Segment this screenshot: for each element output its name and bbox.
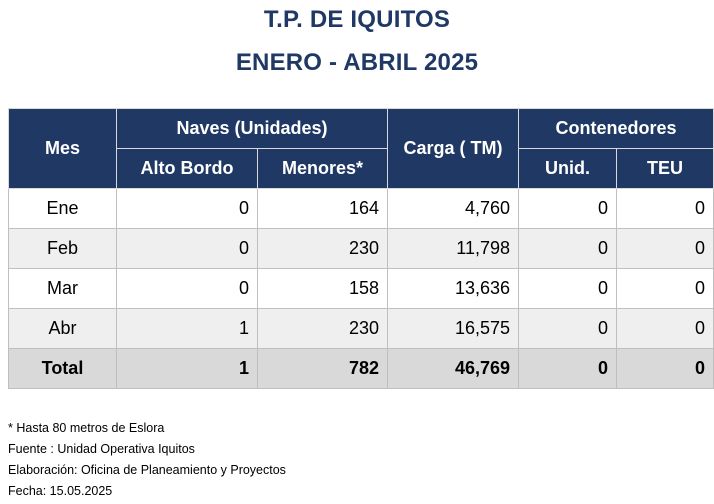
cell-unid: 0: [519, 229, 617, 269]
table-row: [9, 189, 714, 229]
cell-total-label: Total: [9, 349, 117, 389]
title-block: [0, 6, 714, 77]
cell-total-teu: 0: [617, 349, 714, 389]
cell-alto-bordo: 0: [117, 229, 258, 269]
table-row: [9, 309, 714, 349]
cell-menores: 230: [258, 229, 388, 269]
cell-unid: 0: [519, 309, 617, 349]
cell-mes: Abr: [9, 309, 117, 349]
header-unid: Unid.: [519, 149, 617, 189]
header-carga: Carga ( TM): [388, 109, 519, 189]
cell-menores: 164: [258, 189, 388, 229]
header-menores: Menores*: [258, 149, 388, 189]
header-teu: TEU: [617, 149, 714, 189]
cell-carga: 13,636: [388, 269, 519, 309]
title-port: T.P. DE IQUITOS: [263, 6, 451, 33]
source-note: Fuente : Unidad Operativa Iquitos: [8, 442, 195, 456]
cell-alto-bordo: 0: [117, 269, 258, 309]
footnotes: [8, 418, 286, 502]
title-period: ENERO - ABRIL 2025: [235, 49, 479, 76]
date-note: Fecha: 15.05.2025: [8, 484, 113, 498]
cell-menores: 230: [258, 309, 388, 349]
cell-mes: Ene: [9, 189, 117, 229]
header-contenedores: Contenedores: [519, 109, 714, 149]
header-alto-bordo: Alto Bordo: [117, 149, 258, 189]
cell-alto-bordo: 0: [117, 189, 258, 229]
cell-carga: 4,760: [388, 189, 519, 229]
cell-total-unid: 0: [519, 349, 617, 389]
header-naves: Naves (Unidades): [117, 109, 388, 149]
cell-teu: 0: [617, 309, 714, 349]
cell-total-carga: 46,769: [388, 349, 519, 389]
cell-teu: 0: [617, 269, 714, 309]
cell-carga: 16,575: [388, 309, 519, 349]
table-row: [9, 269, 714, 309]
cell-teu: 0: [617, 189, 714, 229]
prepared-by-note: Elaboración: Oficina de Planeamiento y Proyectos: [8, 463, 286, 477]
statistics-table: [8, 108, 714, 389]
cell-unid: 0: [519, 189, 617, 229]
footnote-eslora: * Hasta 80 metros de Eslora: [8, 421, 165, 435]
cell-alto-bordo: 1: [117, 309, 258, 349]
cell-teu: 0: [617, 229, 714, 269]
cell-unid: 0: [519, 269, 617, 309]
cell-total-menores: 782: [258, 349, 388, 389]
cell-menores: 158: [258, 269, 388, 309]
cell-total-alto-bordo: 1: [117, 349, 258, 389]
total-row: [9, 349, 714, 389]
cell-carga: 11,798: [388, 229, 519, 269]
cell-mes: Feb: [9, 229, 117, 269]
cell-mes: Mar: [9, 269, 117, 309]
header-mes: Mes: [9, 109, 117, 189]
table-row: [9, 229, 714, 269]
